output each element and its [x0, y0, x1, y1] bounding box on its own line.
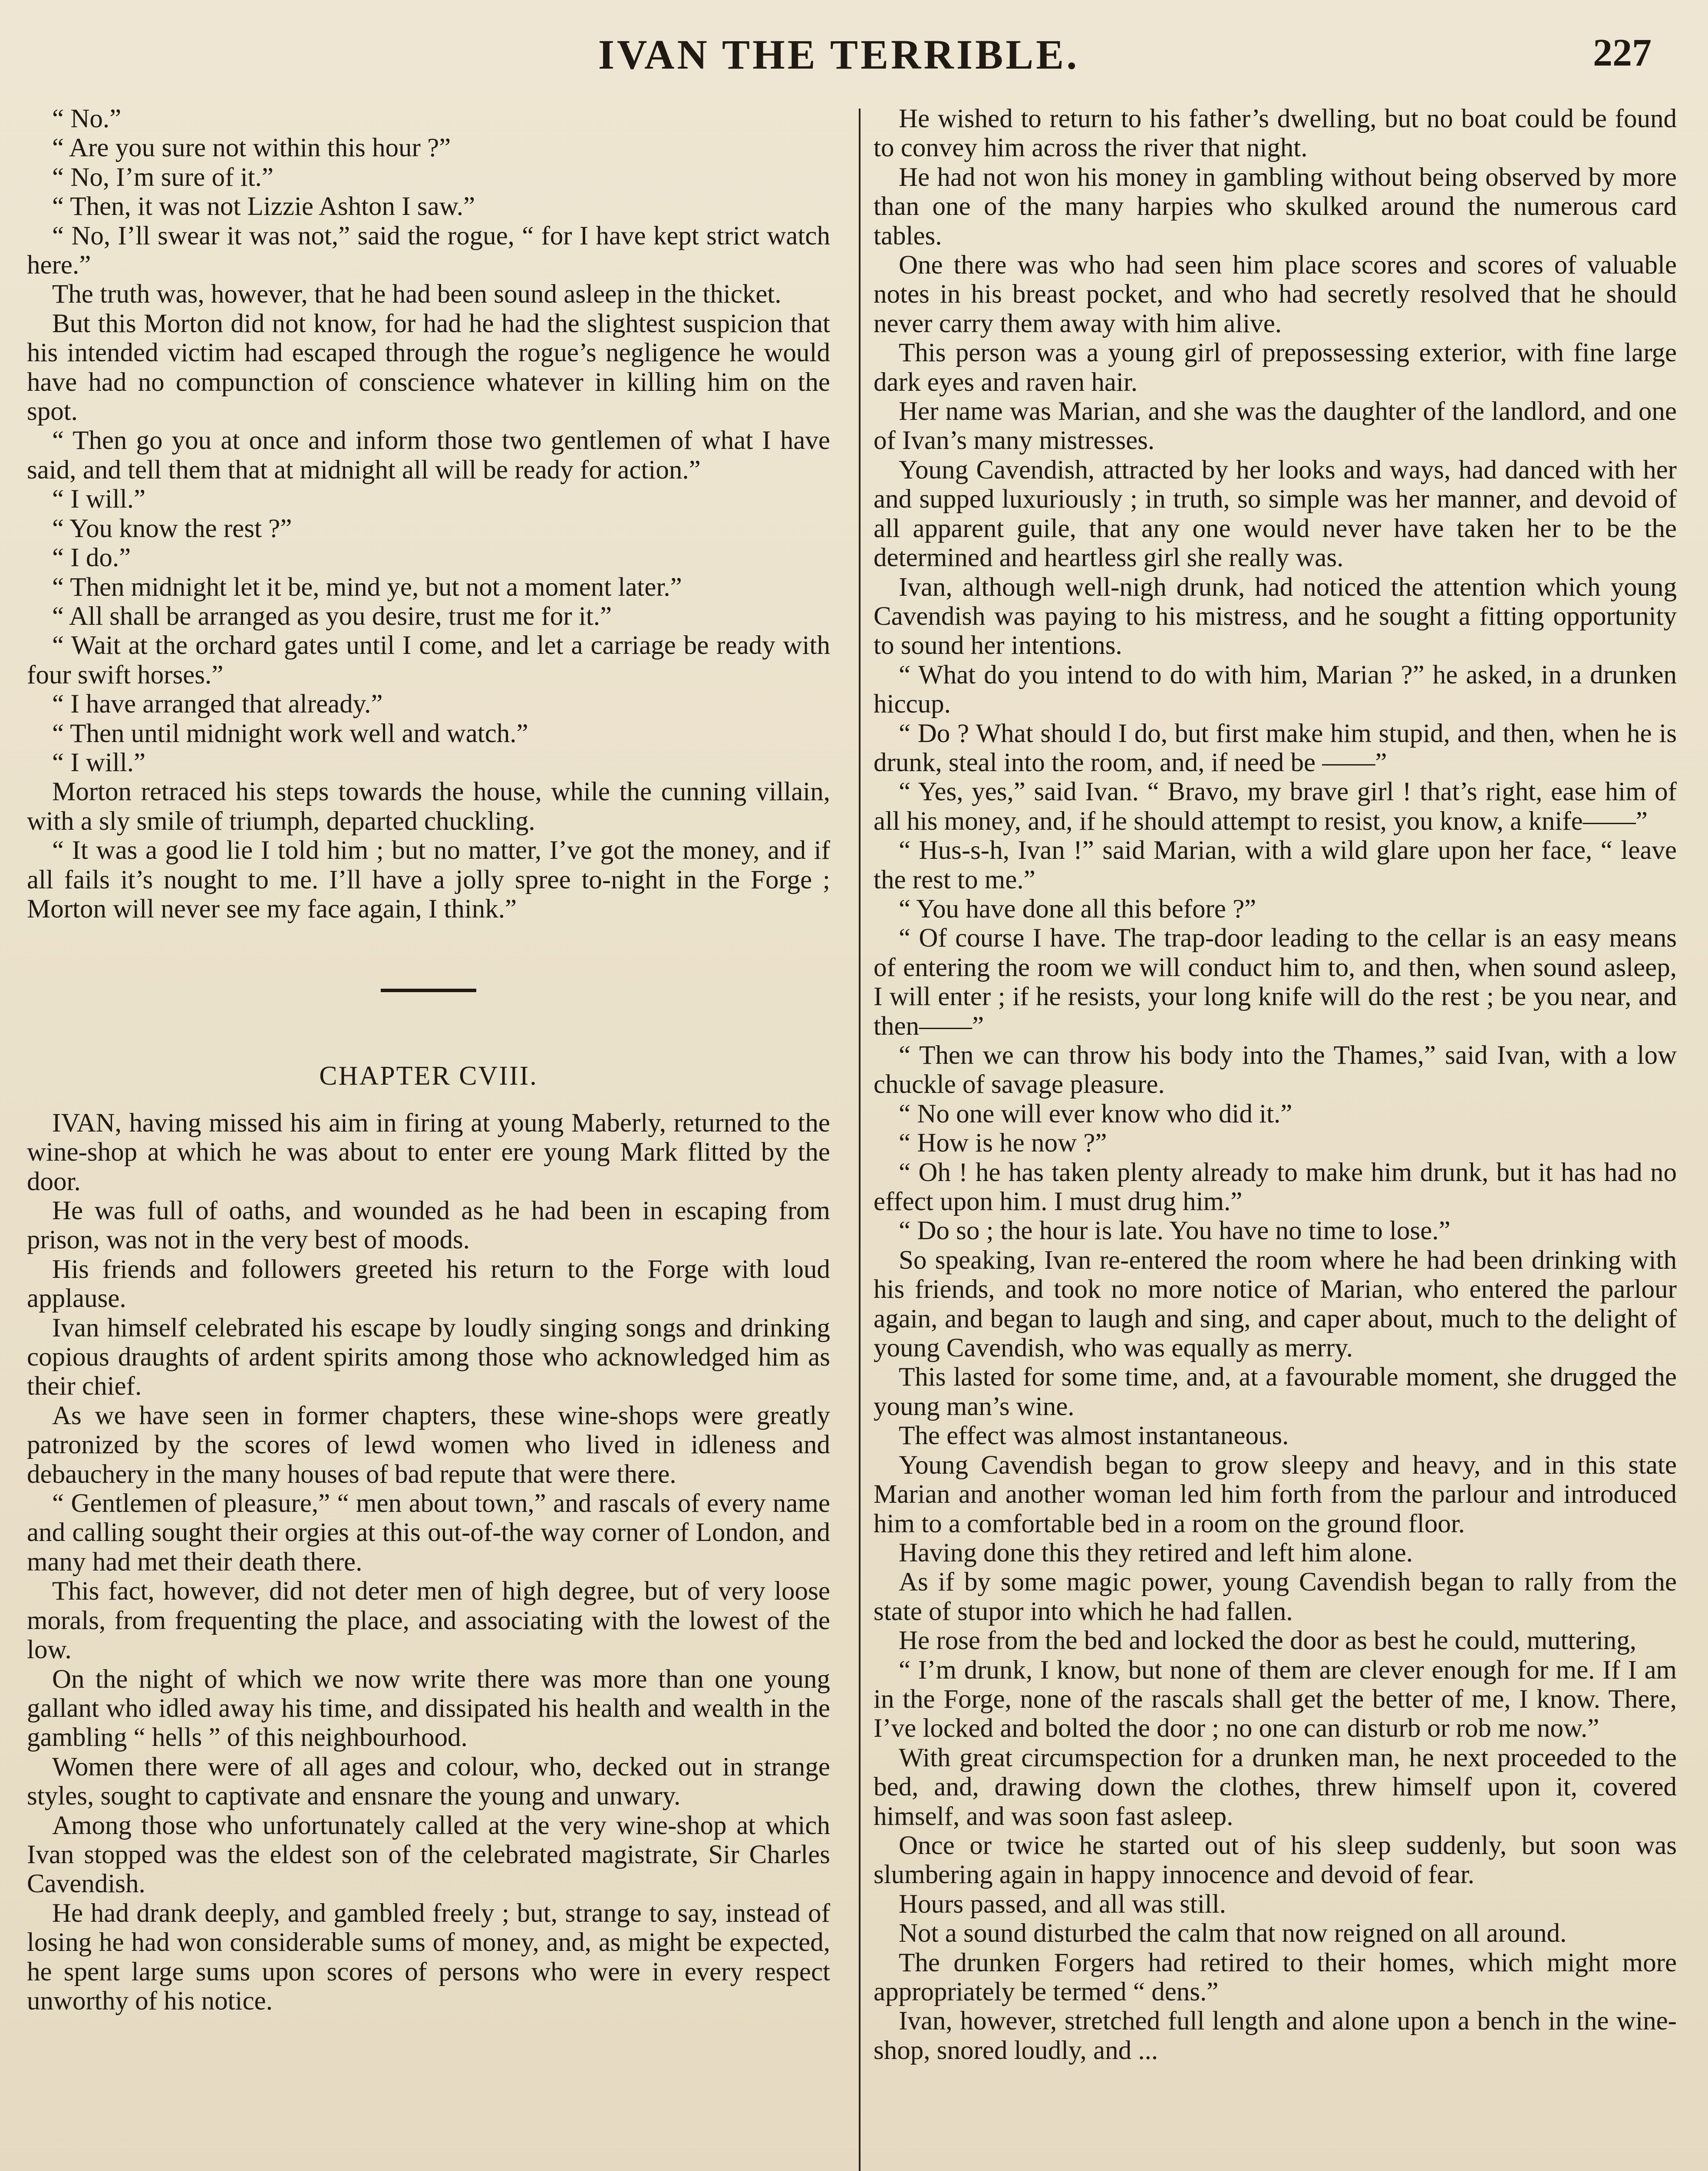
paragraph: “ Then we can throw his body into the Thames,” said Ivan, with a low chuckle of savage pleasure. — [874, 1041, 1677, 1099]
left-text-before-chapter — [27, 104, 830, 924]
paragraph: With great circumspection for a drunken man, he next proceeded to the bed, and, drawing down the clothes, threw himself upon it, covered himself, and was soon fast asleep. — [874, 1743, 1677, 1831]
paragraph: Her name was Marian, and she was the daughter of the landlord, and one of Ivan’s many mistresses. — [874, 397, 1677, 455]
paragraph: He had not won his money in gambling without being observed by more than one of the many harpies who skulked around the numerous card tables. — [874, 162, 1677, 251]
paragraph: “ Yes, yes,” said Ivan. “ Bravo, my brave girl ! that’s right, ease him of all his money, and, if he should attempt to resist, you know, a knife——” — [874, 777, 1677, 836]
paragraph: But this Morton did not know, for had he had the slightest suspicion that his intended victim had escaped through the rogue’s negligence he would have had no compunction of conscience whatever in killing him on the spot. — [27, 309, 830, 426]
paragraph: This fact, however, did not deter men of high degree, but of very loose morals, from frequenting the place, and associating with the lowest of the low. — [27, 1577, 830, 1665]
paragraph: “ All shall be arranged as you desire, trust me for it.” — [52, 601, 612, 631]
right-column — [874, 104, 1677, 2065]
paragraph: “ I will.” — [52, 748, 146, 777]
paragraph: “ Do ? What should I do, but first make him stupid, and then, when he is drunk, steal into the room, and, if need be ——” — [874, 719, 1677, 777]
paragraph: “ I’m drunk, I know, but none of them are clever enough for me. If I am in the Forge, none of the rascals shall get the better of me, I know. There, I’ve locked and bolted the door ; no one can disturb or rob me now.” — [874, 1655, 1677, 1743]
paragraph: Morton retraced his steps towards the house, while the cunning villain, with a sly smile of triumph, departed chuckling. — [27, 777, 830, 836]
paragraph: “ It was a good lie I told him ; but no matter, I’ve got the money, and if all fails it’s nought to me. I’ll have a jolly spree to-night in the Forge ; Morton will never see my face again, I think.” — [27, 836, 830, 924]
paragraph: “ Hus-s-h, Ivan !” said Marian, with a wild glare upon her face, “ leave the rest to me.” — [874, 836, 1677, 894]
paragraph: Ivan, although well-nigh drunk, had noticed the attention which young Cavendish was paying to his mistress, and he sought a fitting opportunity to sound her intentions. — [874, 572, 1677, 660]
left-column — [27, 104, 830, 2016]
paragraph: “ Do so ; the hour is late. You have no time to lose.” — [899, 1216, 1451, 1246]
paragraph: “ I do.” — [52, 543, 131, 573]
paragraph: “ Of course I have. The trap-door leading to the cellar is an easy means of entering the room we will conduct him to, and then, when sound asleep, I will enter ; if he resists, your long knife will do the rest ; be you near, and then——” — [874, 924, 1677, 1041]
paragraph: “ Then until midnight work well and watch.” — [52, 719, 528, 748]
paragraph: “ Then midnight let it be, mind ye, but not a moment later.” — [52, 572, 682, 602]
paragraph: Young Cavendish, attracted by her looks and ways, had danced with her and supped luxuriously ; in truth, so simple was her manner, and devoid of all apparent guile, that any one would never have taken her to be the determined and heartless girl she really was. — [874, 455, 1677, 573]
paragraph: “ Then, it was not Lizzie Ashton I saw.” — [52, 192, 475, 221]
paragraph: “ No, I’ll swear it was not,” said the rogue, “ for I have kept strict watch here.” — [27, 221, 830, 280]
page-number: 227 — [1593, 31, 1652, 74]
paragraph: “ Are you sure not within this hour ?” — [52, 133, 451, 163]
paragraph: Having done this they retired and left him alone. — [899, 1538, 1413, 1567]
paragraph: “ What do you intend to do with him, Marian ?” he asked, in a drunken hiccup. — [874, 660, 1677, 719]
paragraph: The drunken Forgers had retired to their homes, which might more appropriately be termed “ dens.” — [874, 1948, 1677, 2006]
paragraph: “ You have done all this before ?” — [899, 894, 1256, 924]
paragraph: He rose from the bed and locked the door as best he could, muttering, — [899, 1626, 1637, 1656]
paragraph: So speaking, Ivan re-entered the room where he had been drinking with his friends, and took no more notice of Marian, who entered the parlour again, and began to laugh and sing, and caper about, much to the delight of young Cavendish, who was equally as merry. — [874, 1245, 1677, 1363]
paragraph: On the night of which we now write there was more than one young gallant who idled away his time, and dissipated his health and wealth in the gambling “ hells ” of this neighbourhood. — [27, 1664, 830, 1752]
paragraph: He was full of oaths, and wounded as he had been in escaping from prison, was not in the very best of moods. — [27, 1196, 830, 1255]
running-header — [26, 30, 1652, 87]
paragraph: “ Wait at the orchard gates until I come, and let a carriage be ready with four swift horses.” — [27, 631, 830, 690]
paragraph: “ No one will ever know who did it.” — [899, 1099, 1293, 1128]
paragraph: Once or twice he started out of his sleep suddenly, but soon was slumbering again in happy innocence and devoid of fear. — [874, 1831, 1677, 1890]
paragraph: IVAN, having missed his aim in firing at young Maberly, returned to the wine-shop at which he was about to enter ere young Mark flitted by the door. — [27, 1108, 830, 1196]
paragraph: One there was who had seen him place scores and scores of valuable notes in his breast pocket, and who had secretly resolved that he should never carry them away with him alive. — [874, 251, 1677, 338]
paragraph: As if by some magic power, young Cavendish began to rally from the state of stupor into which he had fallen. — [874, 1567, 1677, 1626]
paragraph: As we have seen in former chapters, these wine-shops were greatly patronized by the scores of lewd women who lived in idleness and debauchery in the many houses of bad repute that were there. — [27, 1401, 830, 1489]
paragraph: Hours passed, and all was still. — [899, 1889, 1226, 1919]
paragraph: “ No, I’m sure of it.” — [52, 162, 274, 192]
paragraph: “ You know the rest ?” — [52, 514, 292, 543]
paragraph: Not a sound disturbed the calm that now reigned on all around. — [899, 1919, 1567, 1948]
paragraph: “ Gentlemen of pleasure,” “ men about town,” and rascals of every name and calling sought their orgies at this out-of-the way corner of London, and many had met their death there. — [27, 1489, 830, 1577]
paragraph: “ How is he now ?” — [899, 1128, 1107, 1158]
paragraph: The truth was, however, that he had been sound asleep in the thicket. — [52, 280, 781, 309]
paragraph: “ Oh ! he has taken plenty already to make him drunk, but it has had no effect upon him. I must drug him.” — [874, 1158, 1677, 1217]
paragraph: His friends and followers greeted his return to the Forge with loud applause. — [27, 1254, 830, 1313]
chapter-heading: CHAPTER CVIII. — [319, 1061, 538, 1091]
paragraph: Young Cavendish began to grow sleepy and heavy, and in this state Marian and another woman led him forth from the parlour and introduced him to a comfortable bed in a room on the ground floor. — [874, 1450, 1677, 1538]
paragraph: “ No.” — [52, 104, 122, 133]
paragraph: “ Then go you at once and inform those two gentlemen of what I have said, and tell them that at midnight all will be ready for action.” — [27, 426, 830, 485]
paragraph: This person was a young girl of prepossessing exterior, with fine large dark eyes and raven hair. — [874, 338, 1677, 397]
section-rule — [381, 989, 476, 992]
left-text-after-chapter — [27, 1109, 830, 2016]
paragraph: Ivan himself celebrated his escape by loudly singing songs and drinking copious draughts of ardent spirits among those who acknowledged him as their chief. — [27, 1313, 830, 1401]
paragraph: The effect was almost instantaneous. — [899, 1421, 1289, 1451]
column-divider — [859, 109, 861, 2171]
paragraph: “ I have arranged that already.” — [52, 690, 383, 719]
paragraph: He wished to return to his father’s dwelling, but no boat could be found to convey him across the river that night. — [874, 104, 1677, 163]
paragraph: “ I will.” — [52, 485, 146, 514]
paragraph: Women there were of all ages and colour, who, decked out in strange styles, sought to captivate and ensnare the young and unwary. — [27, 1752, 830, 1811]
right-text — [874, 104, 1677, 2065]
paragraph: Among those who unfortunately called at the very wine-shop at which Ivan stopped was the eldest son of the celebrated magistrate, Sir Charles Cavendish. — [27, 1811, 830, 1899]
paragraph: He had drank deeply, and gambled freely ; but, strange to say, instead of losing he had won considerable sums of money, and, as might be expected, he spent large sums upon scores of persons who were in every respect unworthy of his notice. — [27, 1898, 830, 2016]
paragraph: Ivan, however, stretched full length and alone upon a bench in the wine-shop, snored loudly, and ... — [874, 2006, 1677, 2065]
paragraph: This lasted for some time, and, at a favourable moment, she drugged the young man’s wine. — [874, 1363, 1677, 1421]
running-title: IVAN THE TERRIBLE. — [598, 31, 1080, 78]
